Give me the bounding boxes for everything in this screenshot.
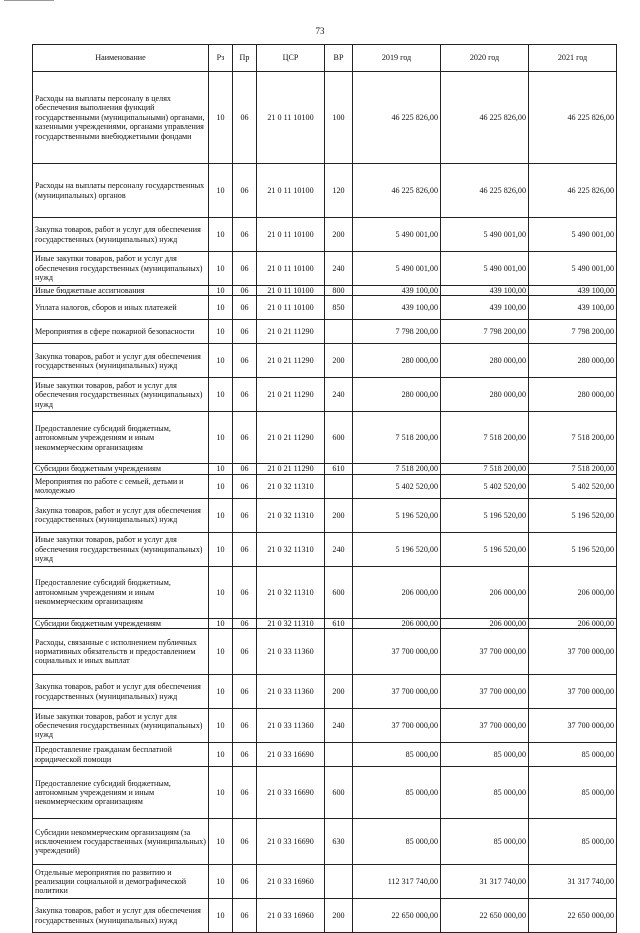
header-rz: Рз	[209, 45, 233, 72]
cell-2021: 7 518 200,00	[529, 464, 617, 474]
cell-2019: 439 100,00	[353, 286, 441, 296]
cell-2020: 85 000,00	[441, 743, 529, 767]
table-row	[33, 618, 617, 628]
cell-2021: 280 000,00	[529, 344, 617, 378]
cell-2021: 37 700 000,00	[529, 629, 617, 675]
cell-2019: 46 225 826,00	[353, 164, 441, 218]
cell-vr: 600	[325, 767, 353, 819]
cell-2019: 439 100,00	[353, 296, 441, 320]
cell-2020: 206 000,00	[441, 566, 529, 618]
cell-name: Уплата налогов, сборов и иных платежей	[33, 296, 209, 320]
cell-rz: 10	[209, 865, 233, 899]
header-2019: 2019 год	[353, 45, 441, 72]
cell-2021: 206 000,00	[529, 566, 617, 618]
cell-rz: 10	[209, 767, 233, 819]
cell-2019: 37 700 000,00	[353, 629, 441, 675]
cell-2021: 46 225 826,00	[529, 72, 617, 164]
cell-csr: 21 0 11 10100	[257, 252, 325, 286]
cell-name: Отдельные мероприятия по развитию и реализации социальной и демографической политики	[33, 865, 209, 899]
cell-2020: 46 225 826,00	[441, 72, 529, 164]
table-row	[33, 252, 617, 286]
cell-pr: 06	[233, 252, 257, 286]
cell-2020: 5 490 001,00	[441, 252, 529, 286]
cell-2019: 37 700 000,00	[353, 675, 441, 709]
cell-pr: 06	[233, 296, 257, 320]
cell-2020: 37 700 000,00	[441, 675, 529, 709]
cell-csr: 21 0 21 11290	[257, 464, 325, 474]
cell-rz: 10	[209, 72, 233, 164]
header-2020: 2020 год	[441, 45, 529, 72]
cell-2021: 85 000,00	[529, 819, 617, 865]
cell-rz: 10	[209, 464, 233, 474]
table-row	[33, 320, 617, 344]
cell-vr: 200	[325, 498, 353, 532]
cell-2021: 439 100,00	[529, 286, 617, 296]
table-row	[33, 743, 617, 767]
cell-rz: 10	[209, 252, 233, 286]
cell-vr	[325, 743, 353, 767]
cell-name: Закупка товаров, работ и услуг для обеспечения государственных (муниципальных) нужд	[33, 344, 209, 378]
cell-rz: 10	[209, 629, 233, 675]
cell-2019: 206 000,00	[353, 566, 441, 618]
cell-pr: 06	[233, 498, 257, 532]
cell-2020: 280 000,00	[441, 378, 529, 412]
cell-vr: 850	[325, 296, 353, 320]
cell-rz: 10	[209, 344, 233, 378]
cell-2021: 7 798 200,00	[529, 320, 617, 344]
cell-vr	[325, 865, 353, 899]
cell-rz: 10	[209, 498, 233, 532]
cell-2021: 22 650 000,00	[529, 899, 617, 933]
cell-2020: 46 225 826,00	[441, 164, 529, 218]
table-row	[33, 865, 617, 899]
cell-rz: 10	[209, 412, 233, 464]
cell-2020: 280 000,00	[441, 344, 529, 378]
cell-vr	[325, 320, 353, 344]
cell-rz: 10	[209, 320, 233, 344]
cell-rz: 10	[209, 532, 233, 566]
table-row	[33, 72, 617, 164]
cell-pr: 06	[233, 464, 257, 474]
cell-name: Иные закупки товаров, работ и услуг для обеспечения государственных (муниципальных) нужд	[33, 252, 209, 286]
cell-2020: 5 402 520,00	[441, 474, 529, 498]
cell-name: Мероприятия в сфере пожарной безопасности	[33, 320, 209, 344]
table-row	[33, 464, 617, 474]
table-row	[33, 498, 617, 532]
cell-pr: 06	[233, 344, 257, 378]
cell-vr: 800	[325, 286, 353, 296]
cell-pr: 06	[233, 675, 257, 709]
table-header-row	[33, 45, 617, 72]
cell-pr: 06	[233, 378, 257, 412]
cell-name: Иные закупки товаров, работ и услуг для обеспечения государственных (муниципальных) нужд	[33, 709, 209, 743]
cell-vr: 600	[325, 412, 353, 464]
cell-name: Предоставление субсидий бюджетным, автономным учреждениям и иным некоммерческим организациям	[33, 412, 209, 464]
cell-2019: 280 000,00	[353, 344, 441, 378]
table-row	[33, 819, 617, 865]
cell-2021: 37 700 000,00	[529, 675, 617, 709]
cell-name: Предоставление гражданам бесплатной юридической помощи	[33, 743, 209, 767]
cell-2020: 206 000,00	[441, 618, 529, 628]
cell-pr: 06	[233, 566, 257, 618]
cell-pr: 06	[233, 320, 257, 344]
cell-vr	[325, 474, 353, 498]
cell-2020: 439 100,00	[441, 296, 529, 320]
cell-csr: 21 0 32 11310	[257, 566, 325, 618]
cell-2020: 22 650 000,00	[441, 899, 529, 933]
cell-vr: 240	[325, 532, 353, 566]
header-csr: ЦСР	[257, 45, 325, 72]
cell-vr: 200	[325, 675, 353, 709]
cell-rz: 10	[209, 709, 233, 743]
cell-rz: 10	[209, 164, 233, 218]
cell-name: Субсидии некоммерческим организациям (за исключением государственных (муниципальных) учреждений)	[33, 819, 209, 865]
page-number: 73	[315, 26, 325, 36]
table-row	[33, 474, 617, 498]
cell-name: Закупка товаров, работ и услуг для обеспечения государственных (муниципальных) нужд	[33, 675, 209, 709]
cell-name: Иные закупки товаров, работ и услуг для обеспечения государственных (муниципальных) нужд	[33, 532, 209, 566]
cell-rz: 10	[209, 743, 233, 767]
cell-2019: 7 518 200,00	[353, 412, 441, 464]
table-row	[33, 532, 617, 566]
cell-pr: 06	[233, 767, 257, 819]
table-row	[33, 412, 617, 464]
cell-rz: 10	[209, 675, 233, 709]
cell-2021: 5 490 001,00	[529, 218, 617, 252]
table-row	[33, 378, 617, 412]
cell-pr: 06	[233, 532, 257, 566]
cell-csr: 21 0 11 10100	[257, 286, 325, 296]
table-row	[33, 899, 617, 933]
cell-csr: 21 0 11 10100	[257, 218, 325, 252]
cell-csr: 21 0 32 11310	[257, 474, 325, 498]
cell-pr: 06	[233, 819, 257, 865]
header-vr: ВР	[325, 45, 353, 72]
cell-csr: 21 0 33 11360	[257, 709, 325, 743]
cell-2021: 31 317 740,00	[529, 865, 617, 899]
cell-2019: 37 700 000,00	[353, 709, 441, 743]
cell-pr: 06	[233, 618, 257, 628]
cell-2021: 280 000,00	[529, 378, 617, 412]
cell-2020: 7 518 200,00	[441, 464, 529, 474]
cell-name: Предоставление субсидий бюджетным, автономным учреждениям и иным некоммерческим организациям	[33, 767, 209, 819]
table-row	[33, 675, 617, 709]
cell-2020: 439 100,00	[441, 286, 529, 296]
cell-2021: 85 000,00	[529, 743, 617, 767]
cell-2020: 5 196 520,00	[441, 532, 529, 566]
cell-2021: 5 196 520,00	[529, 498, 617, 532]
cell-rz: 10	[209, 218, 233, 252]
cell-2021: 206 000,00	[529, 618, 617, 628]
cell-csr: 21 0 32 11310	[257, 532, 325, 566]
header-name: Наименование	[33, 45, 209, 72]
cell-2021: 5 402 520,00	[529, 474, 617, 498]
budget-table	[32, 44, 617, 933]
cell-2020: 7 798 200,00	[441, 320, 529, 344]
cell-vr: 240	[325, 252, 353, 286]
cell-2019: 85 000,00	[353, 767, 441, 819]
cell-rz: 10	[209, 899, 233, 933]
cell-name: Расходы на выплаты персоналу в целях обеспечения выполнения функций государственными (муниципальными) органами, казенными учреждениями, органами управления государственными внебюджетными фондами	[33, 72, 209, 164]
cell-pr: 06	[233, 474, 257, 498]
cell-2020: 37 700 000,00	[441, 709, 529, 743]
cell-csr: 21 0 11 10100	[257, 72, 325, 164]
cell-2019: 5 196 520,00	[353, 532, 441, 566]
cell-pr: 06	[233, 899, 257, 933]
cell-csr: 21 0 33 16690	[257, 743, 325, 767]
cell-rz: 10	[209, 819, 233, 865]
cell-2020: 7 518 200,00	[441, 412, 529, 464]
cell-vr: 200	[325, 899, 353, 933]
cell-pr: 06	[233, 412, 257, 464]
cell-2019: 206 000,00	[353, 618, 441, 628]
cell-name: Субсидии бюджетным учреждениям	[33, 618, 209, 628]
cell-2019: 5 490 001,00	[353, 218, 441, 252]
cell-name: Закупка товаров, работ и услуг для обеспечения государственных (муниципальных) нужд	[33, 899, 209, 933]
cell-2021: 5 196 520,00	[529, 532, 617, 566]
cell-csr: 21 0 21 11290	[257, 412, 325, 464]
cell-rz: 10	[209, 566, 233, 618]
cell-vr: 610	[325, 618, 353, 628]
cell-name: Иные закупки товаров, работ и услуг для обеспечения государственных (муниципальных) нужд	[33, 378, 209, 412]
table-row	[33, 286, 617, 296]
cell-vr: 120	[325, 164, 353, 218]
cell-vr: 240	[325, 378, 353, 412]
cell-2020: 31 317 740,00	[441, 865, 529, 899]
cell-vr: 200	[325, 344, 353, 378]
cell-rz: 10	[209, 474, 233, 498]
cell-csr: 21 0 33 11360	[257, 629, 325, 675]
cell-pr: 06	[233, 629, 257, 675]
cell-2020: 85 000,00	[441, 767, 529, 819]
table-row	[33, 164, 617, 218]
table-row	[33, 218, 617, 252]
cell-2019: 85 000,00	[353, 743, 441, 767]
cell-vr: 630	[325, 819, 353, 865]
cell-2021: 85 000,00	[529, 767, 617, 819]
cell-pr: 06	[233, 164, 257, 218]
table-row	[33, 629, 617, 675]
cell-name: Иные бюджетные ассигнования	[33, 286, 209, 296]
cell-csr: 21 0 33 16690	[257, 767, 325, 819]
header-2021: 2021 год	[529, 45, 617, 72]
cell-vr: 610	[325, 464, 353, 474]
cell-2020: 5 196 520,00	[441, 498, 529, 532]
cell-pr: 06	[233, 709, 257, 743]
cell-2019: 46 225 826,00	[353, 72, 441, 164]
cell-pr: 06	[233, 72, 257, 164]
cell-name: Расходы на выплаты персоналу государственных (муниципальных) органов	[33, 164, 209, 218]
header-pr: Пр	[233, 45, 257, 72]
cell-pr: 06	[233, 865, 257, 899]
cell-2019: 7 518 200,00	[353, 464, 441, 474]
cell-csr: 21 0 21 11290	[257, 344, 325, 378]
cell-csr: 21 0 33 16960	[257, 899, 325, 933]
cell-pr: 06	[233, 218, 257, 252]
cell-name: Расходы, связанные с исполнением публичных нормативных обязательств и предоставлением социальных и иных выплат	[33, 629, 209, 675]
cell-vr: 100	[325, 72, 353, 164]
table-row	[33, 344, 617, 378]
cell-name: Мероприятия по работе с семьей, детьми и молодежью	[33, 474, 209, 498]
table-row	[33, 767, 617, 819]
cell-2021: 7 518 200,00	[529, 412, 617, 464]
cell-rz: 10	[209, 618, 233, 628]
cell-pr: 06	[233, 743, 257, 767]
cell-2019: 280 000,00	[353, 378, 441, 412]
table-row	[33, 566, 617, 618]
cell-vr: 600	[325, 566, 353, 618]
cell-pr: 06	[233, 286, 257, 296]
cell-2019: 5 490 001,00	[353, 252, 441, 286]
cell-csr: 21 0 33 16690	[257, 819, 325, 865]
cell-2021: 37 700 000,00	[529, 709, 617, 743]
cell-csr: 21 0 32 11310	[257, 498, 325, 532]
cell-rz: 10	[209, 378, 233, 412]
cell-csr: 21 0 11 10100	[257, 164, 325, 218]
cell-2019: 85 000,00	[353, 819, 441, 865]
cell-2019: 5 402 520,00	[353, 474, 441, 498]
cell-name: Закупка товаров, работ и услуг для обеспечения государственных (муниципальных) нужд	[33, 218, 209, 252]
cell-rz: 10	[209, 296, 233, 320]
cell-csr: 21 0 21 11290	[257, 320, 325, 344]
table-row	[33, 296, 617, 320]
cell-2019: 7 798 200,00	[353, 320, 441, 344]
cell-name: Закупка товаров, работ и услуг для обеспечения государственных (муниципальных) нужд	[33, 498, 209, 532]
scan-corner-mark	[4, 0, 54, 5]
cell-csr: 21 0 11 10100	[257, 296, 325, 320]
cell-name: Предоставление субсидий бюджетным, автономным учреждениям и иным некоммерческим организациям	[33, 566, 209, 618]
cell-2019: 5 196 520,00	[353, 498, 441, 532]
cell-2021: 46 225 826,00	[529, 164, 617, 218]
cell-vr: 240	[325, 709, 353, 743]
cell-rz: 10	[209, 286, 233, 296]
cell-2020: 37 700 000,00	[441, 629, 529, 675]
cell-2021: 439 100,00	[529, 296, 617, 320]
table-row	[33, 709, 617, 743]
cell-vr: 200	[325, 218, 353, 252]
cell-2019: 112 317 740,00	[353, 865, 441, 899]
cell-csr: 21 0 33 16960	[257, 865, 325, 899]
cell-2021: 5 490 001,00	[529, 252, 617, 286]
cell-2020: 85 000,00	[441, 819, 529, 865]
cell-vr	[325, 629, 353, 675]
cell-name: Субсидии бюджетным учреждениям	[33, 464, 209, 474]
cell-csr: 21 0 33 11360	[257, 675, 325, 709]
cell-csr: 21 0 21 11290	[257, 378, 325, 412]
cell-2019: 22 650 000,00	[353, 899, 441, 933]
cell-2020: 5 490 001,00	[441, 218, 529, 252]
cell-csr: 21 0 32 11310	[257, 618, 325, 628]
table-body	[33, 72, 617, 933]
